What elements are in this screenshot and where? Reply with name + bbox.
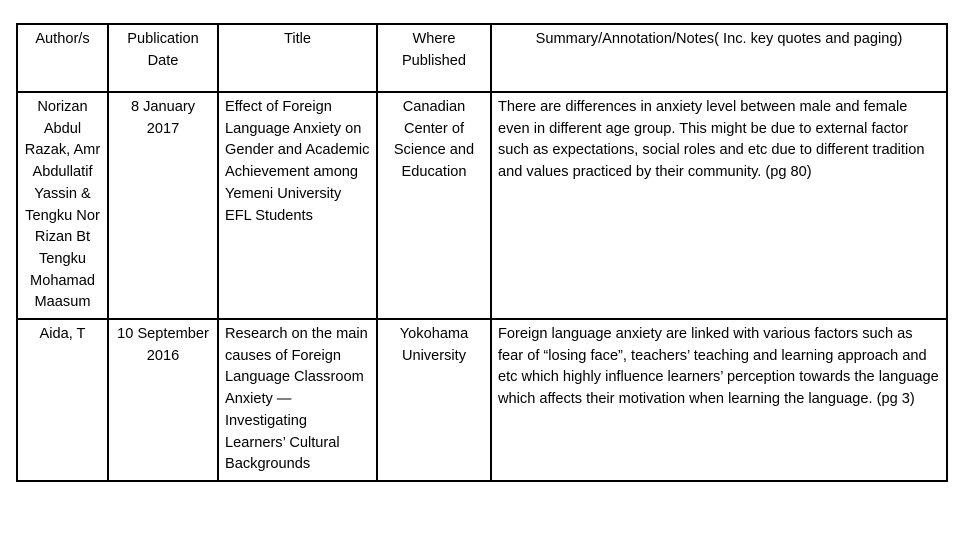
- header-row: [17, 24, 947, 92]
- cell-publication-date: 8 January 2017: [108, 92, 218, 319]
- table-row: [17, 92, 947, 319]
- cell-where-published: Canadian Center of Science and Education: [377, 92, 491, 319]
- cell-author: Norizan Abdul Razak, Amr Abdullatif Yassin & Tengku Nor Rizan Bt Tengku Mohamad Maasum: [17, 92, 108, 319]
- literature-review-table: [16, 23, 948, 482]
- cell-publication-date: 10 September 2016: [108, 319, 218, 481]
- cell-summary: There are differences in anxiety level between male and female even in different age group. This might be due to external factor such as expectations, social roles and etc due to different tradition and values practiced by their community. (pg 80): [491, 92, 947, 319]
- header-title: Title: [218, 24, 377, 92]
- cell-title: Research on the main causes of Foreign Language Classroom Anxiety —Investigating Learners’ Cultural Backgrounds: [218, 319, 377, 481]
- cell-where-published: Yokohama University: [377, 319, 491, 481]
- cell-author: Aida, T: [17, 319, 108, 481]
- header-author: Author/s: [17, 24, 108, 92]
- cell-title: Effect of Foreign Language Anxiety on Gender and Academic Achievement among Yemeni University EFL Students: [218, 92, 377, 319]
- cell-summary: Foreign language anxiety are linked with various factors such as fear of “losing face”, teachers’ teaching and learning approach and etc which highly influence learners’ perception towards the language which affects their motivation when learning the language. (pg 3): [491, 319, 947, 481]
- header-publication-date: Publication Date: [108, 24, 218, 92]
- table-row: [17, 319, 947, 481]
- header-summary: Summary/Annotation/Notes( Inc. key quotes and paging): [491, 24, 947, 92]
- header-where-published: Where Published: [377, 24, 491, 92]
